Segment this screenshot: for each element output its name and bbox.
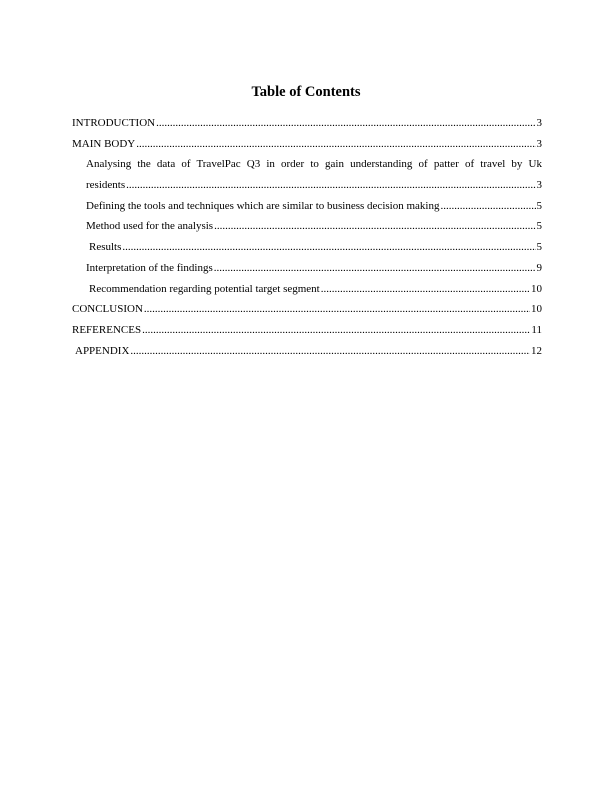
- dot-leader: [130, 341, 530, 362]
- toc-page-number: 11: [531, 323, 542, 336]
- toc-page-number: 3: [536, 179, 542, 192]
- toc-page-number: 5: [536, 241, 542, 254]
- toc-entry-method[interactable]: [72, 216, 542, 237]
- toc-entry-label: REFERENCES: [72, 323, 142, 336]
- toc-title: Table of Contents: [251, 84, 361, 100]
- toc-page-number: 3: [536, 117, 542, 129]
- toc-entry-defining[interactable]: [72, 196, 542, 217]
- toc-page-number: 10: [531, 303, 542, 316]
- toc-entry-recommendation[interactable]: [72, 279, 542, 300]
- toc-entry-label: Method used for the analysis: [86, 220, 214, 233]
- toc-entry-references[interactable]: [72, 320, 542, 341]
- dot-leader: [214, 258, 536, 279]
- toc-entry-interpretation[interactable]: [72, 258, 542, 279]
- toc-page-number: 5: [536, 199, 542, 212]
- toc-entry-label: Results: [89, 241, 122, 254]
- toc-page-number: 5: [536, 220, 542, 233]
- toc-entry-introduction[interactable]: [72, 113, 542, 134]
- toc-entry-analysing-line1[interactable]: Analysing the data of TravelPac Q3 in order to gain understanding of patter of travel by Uk: [86, 158, 542, 171]
- dot-leader: [144, 299, 530, 320]
- toc-entry-label: INTRODUCTION: [72, 117, 156, 129]
- dot-leader: [126, 175, 535, 196]
- toc-entry-label: APPENDIX: [75, 344, 130, 357]
- dot-leader: [321, 279, 530, 300]
- toc-entry-results[interactable]: [72, 237, 542, 258]
- dot-leader: [136, 134, 535, 155]
- toc-entry-main-body[interactable]: [72, 134, 542, 155]
- dot-leader: [214, 216, 535, 237]
- toc-entry-label: Recommendation regarding potential target segment: [89, 282, 320, 295]
- toc-list: [72, 113, 542, 361]
- toc-entry-label: Interpretation of the findings: [86, 261, 213, 274]
- dot-leader: [142, 320, 530, 341]
- toc-page-number: 3: [536, 137, 542, 150]
- dot-leader: [440, 196, 535, 217]
- toc-entry-conclusion[interactable]: [72, 299, 542, 320]
- toc-entry-analysing[interactable]: [72, 175, 542, 196]
- dot-leader: [122, 237, 535, 258]
- toc-entry-label: CONCLUSION: [72, 303, 143, 316]
- toc-entry-label: Defining the tools and techniques which are similar to business decision making: [86, 199, 440, 212]
- toc-page-number: 10: [531, 282, 542, 295]
- dot-leader: [156, 113, 535, 134]
- toc-entry-label: residents: [86, 179, 126, 192]
- toc-page-number: 9: [536, 261, 542, 274]
- toc-entry-label: MAIN BODY: [72, 137, 136, 150]
- toc-page-number: 12: [531, 344, 542, 357]
- toc-entry-appendix[interactable]: [72, 341, 542, 362]
